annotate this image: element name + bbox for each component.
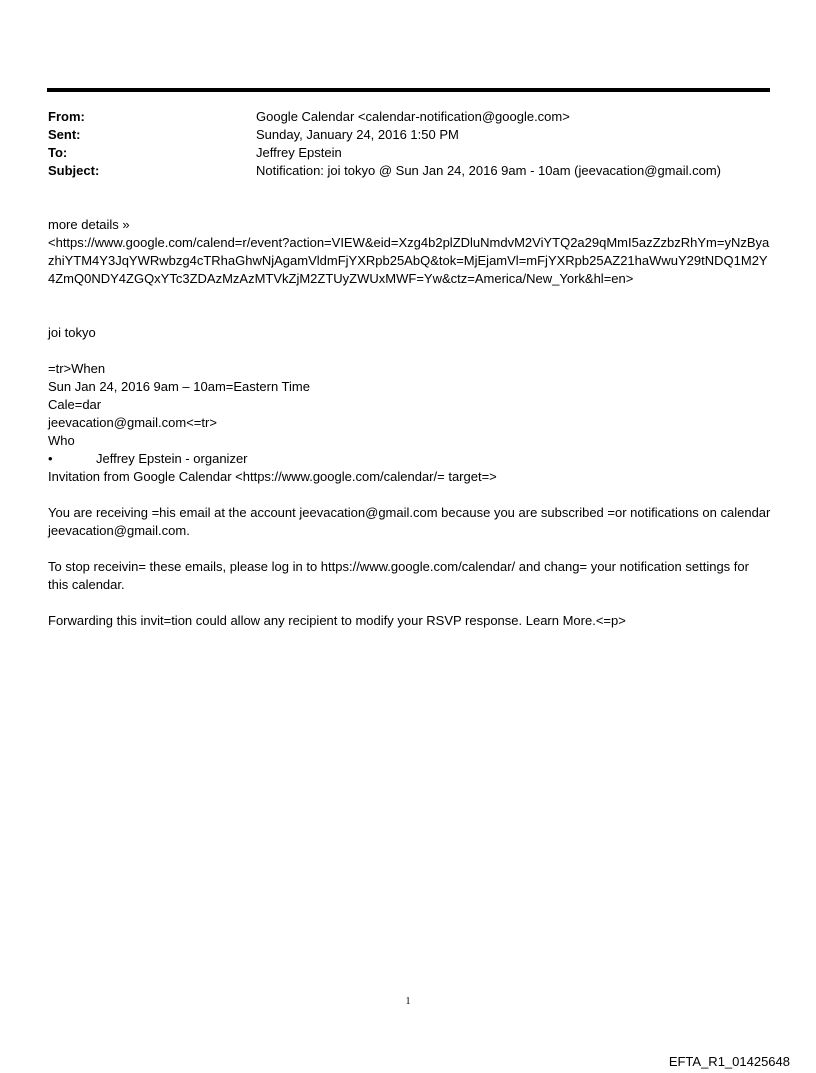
more-details-link[interactable]: more details » bbox=[48, 217, 130, 232]
receiving-notice: You are receiving =his email at the account jeevacation@gmail.com because you are subscribed =or notifications on calendar jeevacation@gmail.com. bbox=[48, 505, 771, 538]
subject-row bbox=[48, 162, 770, 180]
when-heading: =tr>When bbox=[48, 361, 106, 376]
spacer bbox=[48, 594, 772, 612]
sent-value: Sunday, January 24, 2016 1:50 PM bbox=[256, 127, 459, 142]
email-body bbox=[48, 216, 772, 630]
stop-notice: To stop receivin= these emails, please log in to https://www.google.com/calendar/ and chang= your notification settings for this calendar. bbox=[48, 559, 749, 592]
organizer-item bbox=[48, 450, 772, 468]
subject-value: Notification: joi tokyo @ Sun Jan 24, 2016 9am - 10am (jeevacation@gmail.com) bbox=[256, 163, 722, 178]
to-label: To: bbox=[48, 145, 68, 160]
spacer bbox=[48, 486, 772, 504]
when-value: Sun Jan 24, 2016 9am – 10am=Eastern Time bbox=[48, 379, 310, 394]
header-divider bbox=[47, 88, 770, 92]
forwarding-notice: Forwarding this invit=tion could allow any recipient to modify your RSVP response. Learn More.<=p> bbox=[48, 613, 626, 628]
calendar-heading: Cale=dar bbox=[48, 397, 102, 412]
from-value: Google Calendar <calendar-notification@google.com> bbox=[256, 109, 570, 124]
bullet-icon: • bbox=[48, 451, 53, 466]
spacer bbox=[48, 342, 772, 360]
to-row bbox=[48, 144, 770, 162]
email-header bbox=[48, 108, 770, 180]
spacer bbox=[48, 288, 772, 324]
details-url[interactable]: <https://www.google.com/calend=r/event?action=VIEW&eid=Xzg4b2plZDluNmdvM2ViYTQ2a29qMmI5azZzbzRhYm=yNzByazhiYTM4Y3JqYWRwbzg4cTRhaGhwNjAgamVldmFjYXRpb25AbQ&tok=MjEjamVl=mFjYXRpb25AZ21haWwuY29tNDQ1M2Y4ZmQ0NDY4ZGQxYTc3ZDAzMzAzMTVkZjM2ZTUyZWUxMWF=Yw&ctz=America/New_York&hl=en> bbox=[48, 235, 770, 286]
spacer bbox=[48, 540, 772, 558]
invitation-line: Invitation from Google Calendar <https://www.google.com/calendar/= target=> bbox=[48, 469, 497, 484]
calendar-value: jeevacation@gmail.com<=tr> bbox=[48, 415, 217, 430]
sent-row bbox=[48, 126, 770, 144]
sent-label: Sent: bbox=[48, 127, 81, 142]
page-number: 1 bbox=[405, 996, 411, 1007]
from-label: From: bbox=[48, 109, 85, 124]
event-title: joi tokyo bbox=[48, 325, 96, 340]
document-id: EFTA_R1_01425648 bbox=[668, 1054, 790, 1069]
who-heading: Who bbox=[48, 433, 75, 448]
subject-label: Subject: bbox=[48, 163, 100, 178]
organizer-text: Jeffrey Epstein - organizer bbox=[96, 451, 248, 466]
from-row bbox=[48, 108, 770, 126]
to-value: Jeffrey Epstein bbox=[256, 145, 342, 160]
